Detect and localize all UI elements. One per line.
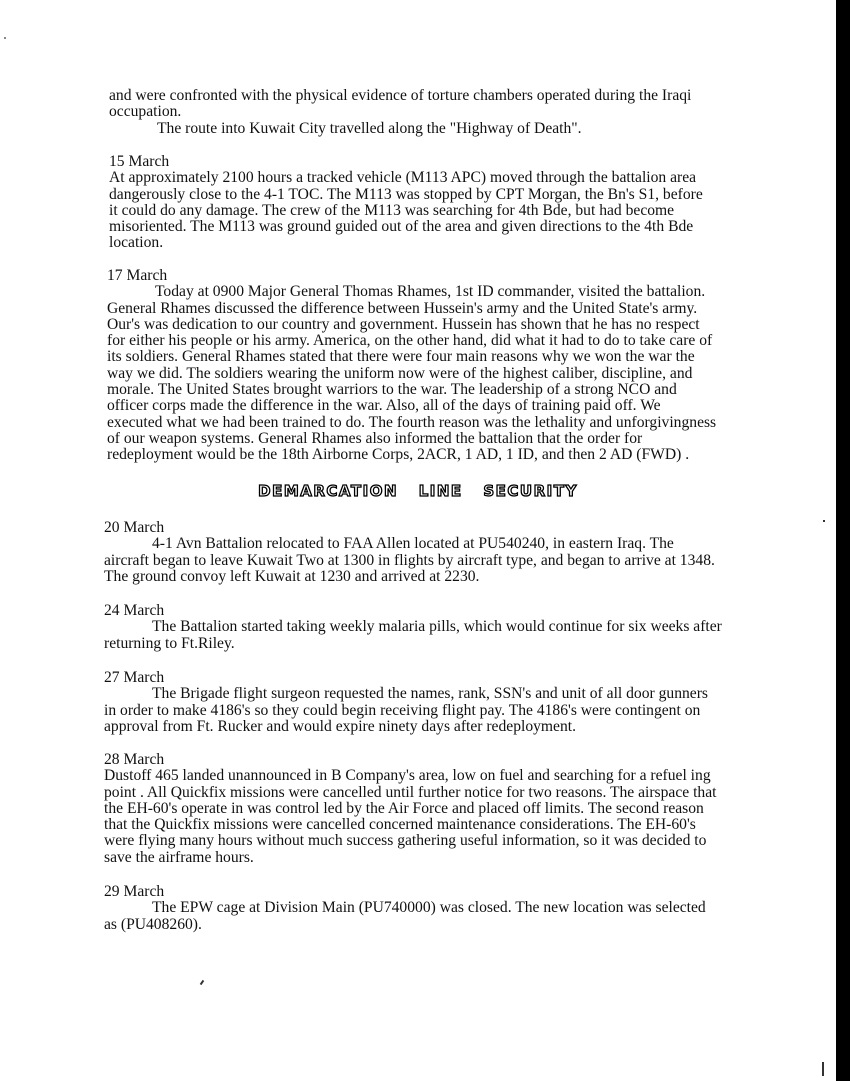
scan-mark [200, 980, 205, 985]
route-sentence: The route into Kuwait City travelled along the "Highway of Death". [157, 119, 582, 137]
text-line: officer corps made the difference in the war. Also, all of the days of training paid off. We [107, 397, 661, 415]
text-line: morale. The United States brought warriors to the war. The leadership of a strong NCO and [107, 381, 677, 399]
entry-date: 20 March [104, 519, 165, 536]
entry-date: 15 March [109, 153, 170, 170]
entry-28-march [104, 752, 716, 866]
text-line: misoriented. The M113 was ground guided out of the area and given directions to the 4th Bde [109, 218, 694, 236]
text-line: approval from Ft. Rucker and would expire ninety days after redeployment. [104, 717, 577, 735]
text-line: dangerously close to the 4-1 TOC. The M113 was stopped by CPT Morgan, the Bn's S1, before [109, 185, 703, 203]
intro-paragraph [109, 88, 691, 137]
entry-29-march [104, 884, 706, 933]
text-line: were flying many hours without much success gathering useful information, so it was decided to [104, 832, 707, 850]
scan-edge-border [836, 0, 850, 1081]
text-line: and were confronted with the physical evidence of torture chambers operated during the Iraqi [109, 87, 692, 104]
text-line: returning to Ft.Riley. [104, 634, 235, 652]
section-heading: DEMARCATION LINE SECURITY [258, 482, 578, 500]
text-line: 4-1 Avn Battalion relocated to FAA Allen located at PU540240, in eastern Iraq. The [152, 535, 674, 553]
entry-24-march [104, 603, 722, 652]
scan-mark [823, 520, 825, 522]
text-line: it could do any damage. The crew of the M113 was searching for 4th Bde, but had become [109, 201, 675, 219]
entry-date: 29 March [104, 883, 165, 900]
text-line: General Rhames discussed the difference between Hussein's army and the United State's army. [107, 299, 698, 317]
entry-15-march [109, 154, 703, 252]
text-line: At approximately 2100 hours a tracked vehicle (M113 APC) moved through the battalion area [109, 169, 697, 187]
text-line: of our weapon systems. General Rhames also informed the battalion that the order for [107, 429, 643, 447]
entry-date: 24 March [104, 602, 165, 619]
entry-20-march [104, 520, 715, 585]
text-line: The ground convoy left Kuwait at 1230 and arrived at 2230. [104, 567, 480, 585]
entry-date: 28 March [104, 751, 165, 768]
scan-mark [4, 37, 6, 39]
scan-mark [822, 1062, 824, 1076]
text-line: Today at 0900 Major General Thomas Rhames, 1st ID commander, visited the battalion. [155, 283, 706, 301]
text-line: as (PU408260). [104, 915, 202, 933]
text-line: save the airframe hours. [104, 848, 254, 866]
text-line: redeployment would be the 18th Airborne Corps, 2ACR, 1 AD, 1 ID, and then 2 AD (FWD) . [107, 446, 690, 464]
text-line: Dustoff 465 landed unannounced in B Company's area, low on fuel and searching for a refuel ing [104, 767, 711, 785]
text-line: for either his people or his army. America, on the other hand, did what it had to do to take care of [107, 332, 713, 350]
text-line [109, 121, 691, 137]
text-line: The EPW cage at Division Main (PU740000) was closed. The new location was selected [152, 899, 706, 917]
entry-27-march [104, 670, 708, 735]
text-line: aircraft began to leave Kuwait Two at 1300 in flights by aircraft type, and began to arrive at 1348. [104, 551, 715, 569]
text-line: its soldiers. General Rhames stated that there were four main reasons why we won the war the [107, 348, 695, 366]
text-line: in order to make 4186's so they could begin receiving flight pay. The 4186's were contingent on [104, 701, 701, 719]
text-line: that the Quickfix missions were cancelled concerned maintenance considerations. The EH-60's [104, 816, 696, 834]
entry-date: 27 March [104, 669, 165, 686]
text-line: point . All Quickfix missions were cancelled until further notice for two reasons. The airspace that [104, 783, 717, 801]
text-line: The Battalion started taking weekly malaria pills, which would continue for six weeks after [152, 618, 722, 636]
text-line: Our's was dedication to our country and government. Hussein has shown that he has no respect [107, 315, 700, 333]
text-line: occupation. [109, 103, 182, 121]
text-line: way we did. The soldiers wearing the uniform now were of the highest caliber, discipline, and [107, 364, 693, 382]
entry-17-march [107, 268, 716, 464]
text-line: The Brigade flight surgeon requested the names, rank, SSN's and unit of all door gunners [152, 685, 708, 703]
text-line: location. [109, 234, 164, 252]
text-line: the EH-60's operate in was control led by the Air Force and placed off limits. The second reason [104, 799, 704, 817]
text-line: executed what we had been trained to do. The fourth reason was the lethality and unforgivingness [107, 413, 717, 431]
entry-date: 17 March [107, 267, 168, 284]
